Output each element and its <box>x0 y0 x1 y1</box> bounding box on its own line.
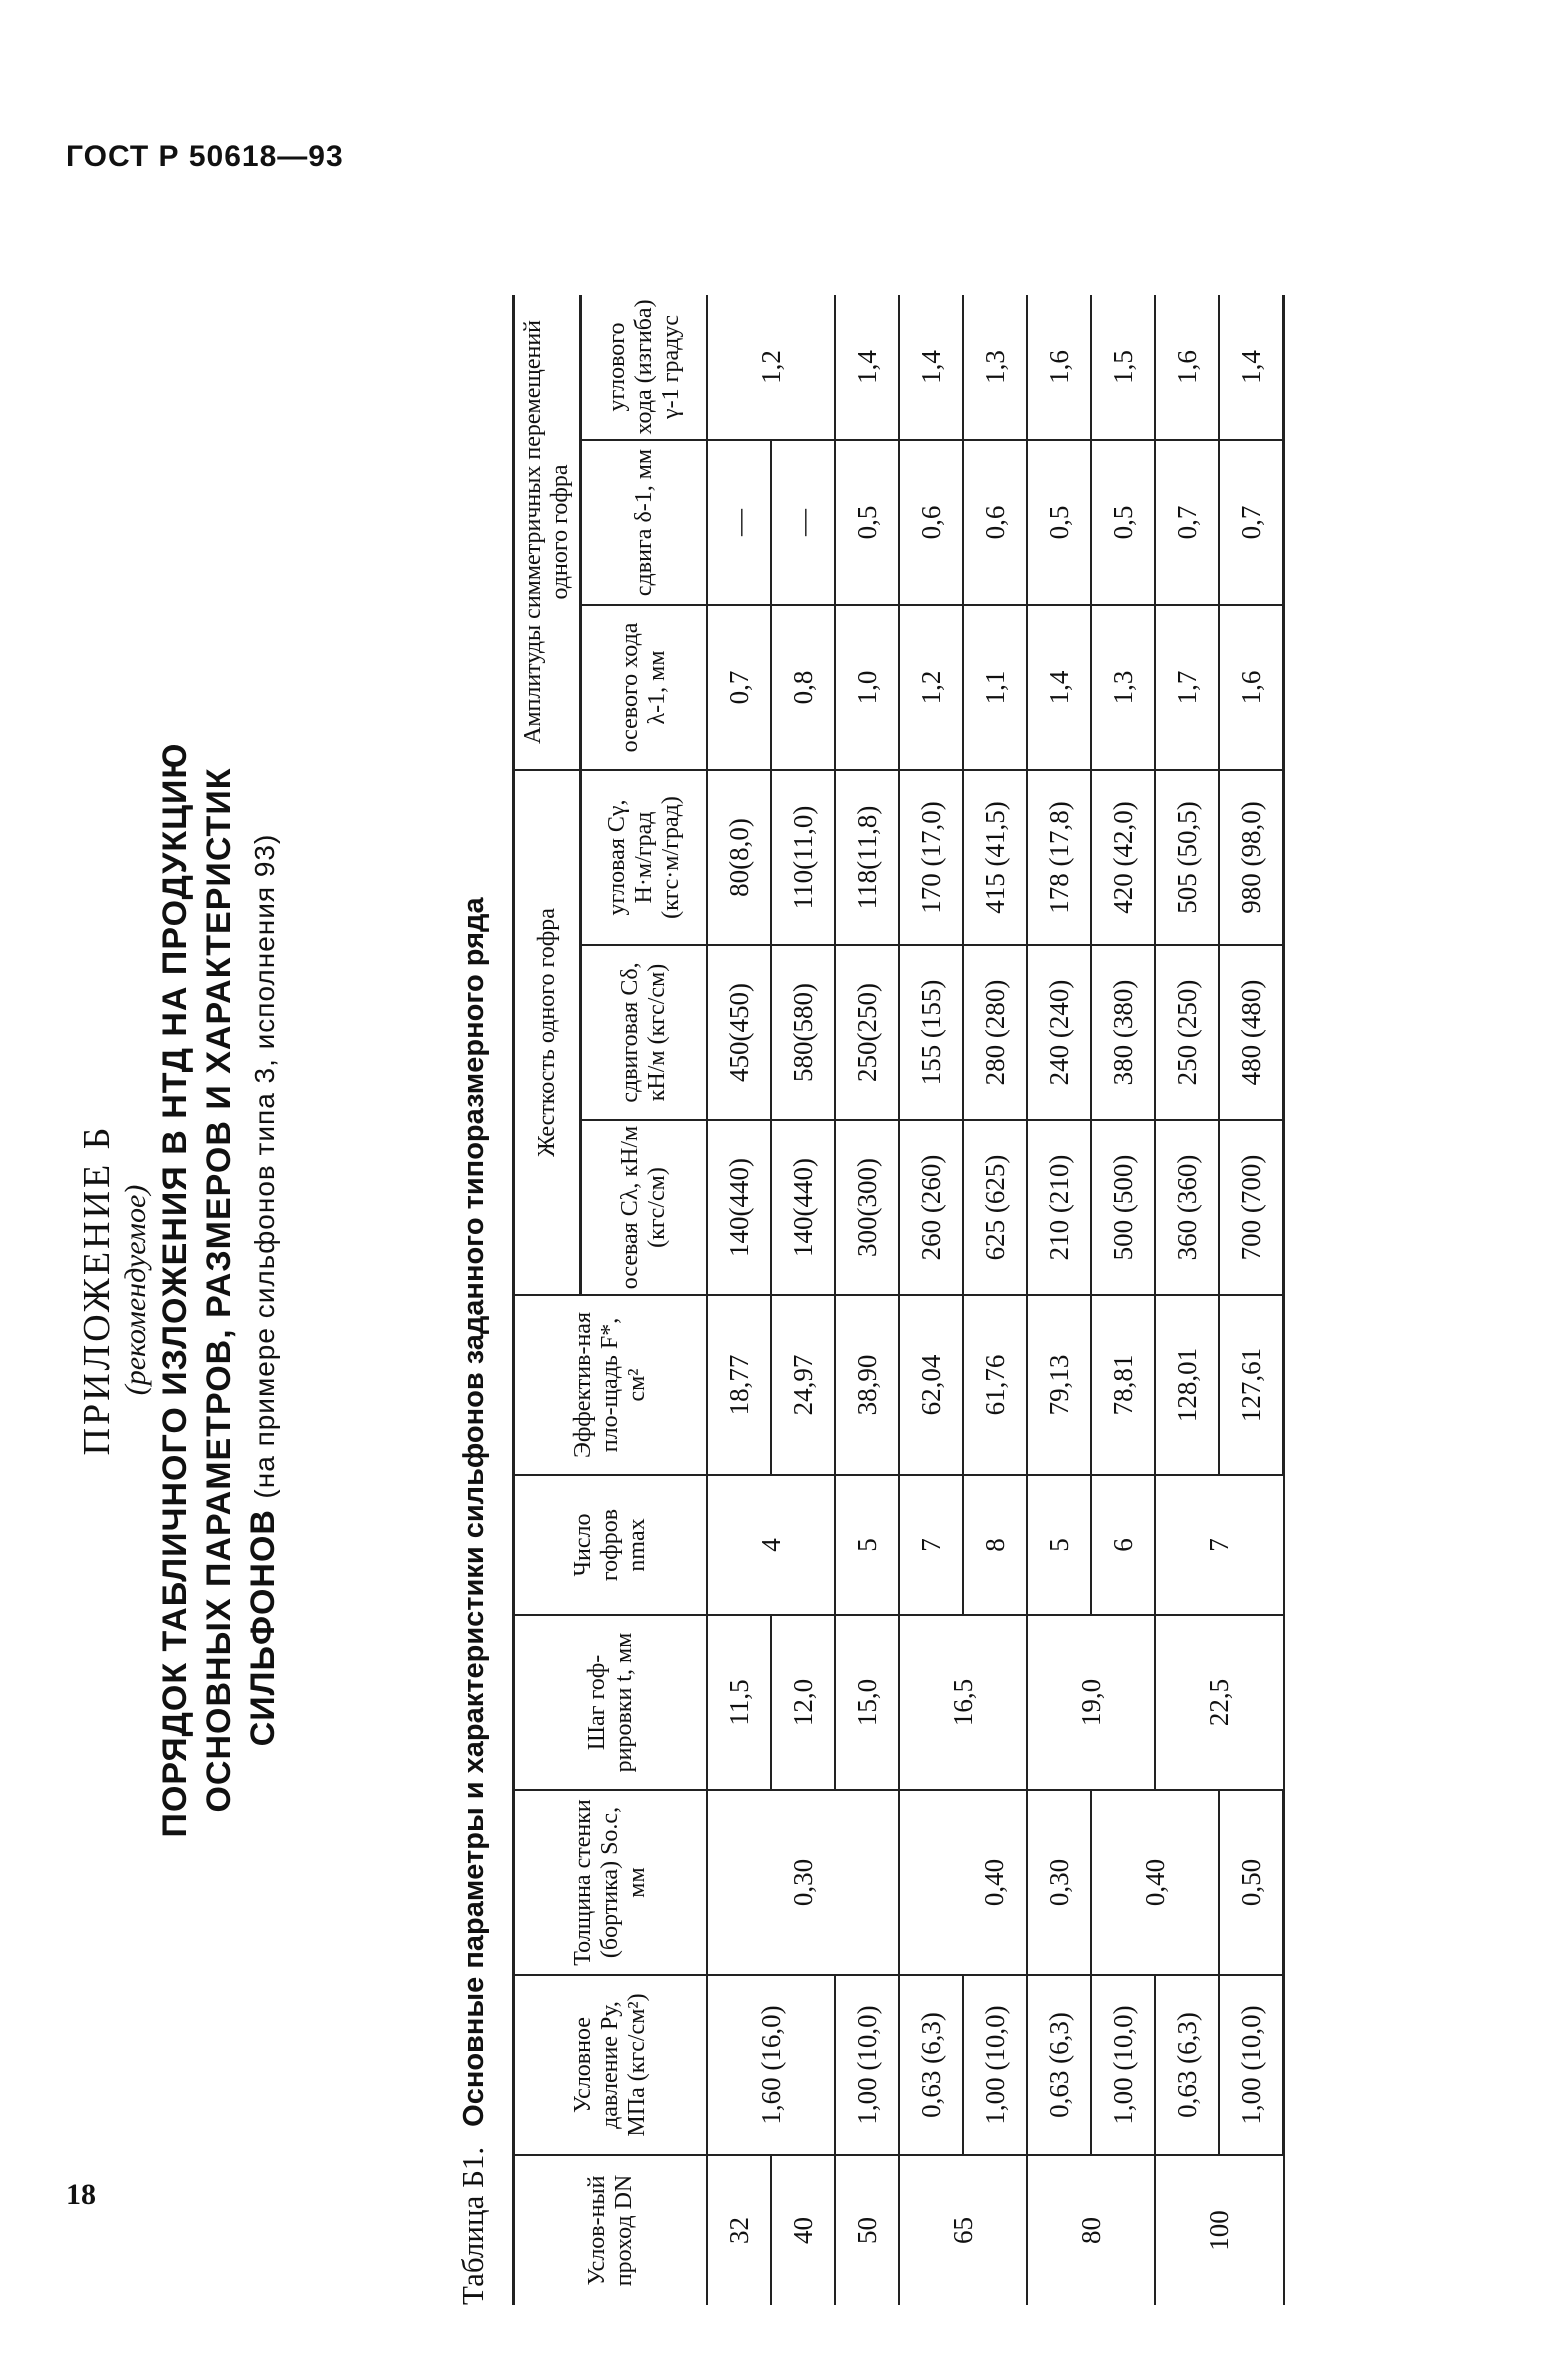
heading-line-1: ПОРЯДОК ТАБЛИЧНОГО ИЗЛОЖЕНИЯ В НТД НА ПРОДУКЦИЮ <box>156 742 194 1838</box>
cell-pitch: 12,0 <box>771 1615 835 1790</box>
cell-pitch: 16,5 <box>899 1615 1027 1790</box>
th-amp-shear: сдвига δ-1, мм <box>581 440 708 605</box>
th-pressure: Условное давление Pу, МПа (кгс/см²) <box>514 1975 708 2155</box>
cell-dn: 80 <box>1027 2155 1155 2305</box>
cell-amp-shear: 0,5 <box>835 440 899 605</box>
cell-amp-shear: 0,7 <box>1219 440 1284 605</box>
cell-stiff-axial: 625 (625) <box>963 1120 1027 1295</box>
cell-wall: 0,30 <box>707 1790 899 1975</box>
cell-stiff-axial: 500 (500) <box>1091 1120 1155 1295</box>
table-title: Основные параметры и характеристики сильфонов заданного типоразмерного ряда <box>458 897 490 2127</box>
cell-pitch: 11,5 <box>707 1615 771 1790</box>
cell-area: 78,81 <box>1091 1295 1155 1475</box>
table-label: Таблица Б1. <box>455 2146 490 2305</box>
cell-stiff-axial: 210 (210) <box>1027 1120 1091 1295</box>
cell-pitch: 22,5 <box>1155 1615 1284 1790</box>
cell-stiff-shear: 480 (480) <box>1219 945 1284 1120</box>
cell-dn: 100 <box>1155 2155 1284 2305</box>
cell-wall: 0,30 <box>1027 1790 1091 1975</box>
cell-stiff-shear: 155 (155) <box>899 945 963 1120</box>
cell-wall: 0,50 <box>1219 1790 1284 1975</box>
cell-area: 79,13 <box>1027 1295 1091 1475</box>
cell-amp-axial: 1,6 <box>1219 605 1284 770</box>
th-wall: Толщина стенки (бортика) Sо.с, мм <box>514 1790 708 1975</box>
table-row <box>1027 295 1091 2305</box>
cell-corrugations: 5 <box>1027 1475 1091 1615</box>
th-amp-angular: углового хода (изгиба) γ-1 градус <box>581 295 708 440</box>
cell-pressure: 0,63 (6,3) <box>1027 1975 1091 2155</box>
cell-wall <box>899 1790 963 1975</box>
cell-amp-axial: 0,7 <box>707 605 771 770</box>
th-pitch: Шаг гоф-рировки t, мм <box>514 1615 708 1790</box>
table-row <box>835 295 899 2305</box>
cell-area: 127,61 <box>1219 1295 1284 1475</box>
cell-amp-shear: 0,6 <box>899 440 963 605</box>
appendix-titles <box>75 260 287 2320</box>
cell-pitch: 15,0 <box>835 1615 899 1790</box>
table-row <box>899 295 963 2305</box>
th-amplitude-group: Амплитуды симметричных перемещений одного гофра <box>514 295 581 770</box>
cell-amp-shear: 0,6 <box>963 440 1027 605</box>
cell-stiff-shear: 250(250) <box>835 945 899 1120</box>
cell-pressure: 1,60 (16,0) <box>707 1975 835 2155</box>
heading-line-3 <box>241 260 287 2320</box>
cell-dn: 65 <box>899 2155 1027 2305</box>
table-row <box>963 295 1027 2305</box>
cell-pressure: 1,00 (10,0) <box>835 1975 899 2155</box>
cell-amp-shear: 0,7 <box>1155 440 1219 605</box>
table-row <box>1155 295 1219 2305</box>
cell-amp-axial: 0,8 <box>771 605 835 770</box>
th-corrugations: Число гофров nmax <box>514 1475 708 1615</box>
table-row <box>1219 295 1284 2305</box>
cell-amp-angular: 1,6 <box>1027 295 1091 440</box>
cell-stiff-angular: 980 (98,0) <box>1219 770 1284 945</box>
cell-stiff-angular: 118(11,8) <box>835 770 899 945</box>
cell-amp-axial: 1,3 <box>1091 605 1155 770</box>
cell-amp-axial: 1,7 <box>1155 605 1219 770</box>
cell-amp-shear: — <box>707 440 771 605</box>
cell-area: 38,90 <box>835 1295 899 1475</box>
cell-corrugations: 4 <box>707 1475 835 1615</box>
cell-stiff-axial: 300(300) <box>835 1120 899 1295</box>
cell-pressure: 1,00 (10,0) <box>1091 1975 1155 2155</box>
cell-stiff-shear: 250 (250) <box>1155 945 1219 1120</box>
cell-amp-angular: 1,3 <box>963 295 1027 440</box>
cell-amp-shear: 0,5 <box>1091 440 1155 605</box>
cell-pressure: 1,00 (10,0) <box>1219 1975 1284 2155</box>
cell-area: 61,76 <box>963 1295 1027 1475</box>
cell-wall: 0,40 <box>963 1790 1027 1975</box>
cell-corrugations: 7 <box>1155 1475 1284 1615</box>
cell-area: 24,97 <box>771 1295 835 1475</box>
cell-corrugations: 8 <box>963 1475 1027 1615</box>
th-area: Эффектив-ная пло-щадь F*, см² <box>514 1295 708 1475</box>
cell-stiff-angular: 505 (50,5) <box>1155 770 1219 945</box>
cell-amp-shear: — <box>771 440 835 605</box>
cell-pressure: 0,63 (6,3) <box>899 1975 963 2155</box>
cell-corrugations: 7 <box>899 1475 963 1615</box>
cell-dn: 32 <box>707 2155 771 2305</box>
cell-area: 128,01 <box>1155 1295 1219 1475</box>
heading-line-3-main: СИЛЬФОНОВ <box>244 1509 282 1747</box>
cell-stiff-shear: 280 (280) <box>963 945 1027 1120</box>
cell-dn: 40 <box>771 2155 835 2305</box>
cell-pitch: 19,0 <box>1027 1615 1155 1790</box>
cell-stiff-axial: 140(440) <box>771 1120 835 1295</box>
appendix-title: ПРИЛОЖЕНИЕ Б <box>76 1124 118 1456</box>
rotated-content <box>75 260 1335 2320</box>
cell-amp-axial: 1,0 <box>835 605 899 770</box>
cell-stiff-angular: 80(8,0) <box>707 770 771 945</box>
cell-amp-angular: 1,5 <box>1091 295 1155 440</box>
cell-amp-angular: 1,4 <box>835 295 899 440</box>
document-header: ГОСТ Р 50618—93 <box>66 140 344 173</box>
heading-line-3-note: (на примере сильфонов типа 3, исполнения 93) <box>249 833 280 1499</box>
cell-pressure: 1,00 (10,0) <box>963 1975 1027 2155</box>
table-row <box>707 295 771 2305</box>
table-caption <box>455 897 491 2305</box>
cell-amp-axial: 1,1 <box>963 605 1027 770</box>
cell-area: 62,04 <box>899 1295 963 1475</box>
cell-amp-angular: 1,2 <box>707 295 835 440</box>
cell-wall: 0,40 <box>1091 1790 1219 1975</box>
cell-stiff-axial: 260 (260) <box>899 1120 963 1295</box>
cell-amp-angular: 1,6 <box>1155 295 1219 440</box>
cell-stiff-axial: 140(440) <box>707 1120 771 1295</box>
cell-pressure: 0,63 (6,3) <box>1155 1975 1219 2155</box>
cell-stiff-angular: 170 (17,0) <box>899 770 963 945</box>
th-dn: Услов-ный проход DN <box>514 2155 708 2305</box>
cell-stiff-shear: 380 (380) <box>1091 945 1155 1120</box>
appendix-status: (рекомендуемое) <box>119 1184 152 1396</box>
cell-corrugations: 6 <box>1091 1475 1155 1615</box>
parameters-table <box>512 295 1285 2305</box>
cell-amp-axial: 1,2 <box>899 605 963 770</box>
th-stiff-shear: сдвиговая Cδ, кН/м (кгс/см) <box>581 945 708 1120</box>
th-amp-axial: осевого хода λ-1, мм <box>581 605 708 770</box>
cell-stiff-shear: 240 (240) <box>1027 945 1091 1120</box>
cell-stiff-angular: 178 (17,8) <box>1027 770 1091 945</box>
cell-amp-shear: 0,5 <box>1027 440 1091 605</box>
cell-stiff-angular: 420 (42,0) <box>1091 770 1155 945</box>
cell-amp-angular: 1,4 <box>1219 295 1284 440</box>
cell-stiff-axial: 700 (700) <box>1219 1120 1284 1295</box>
cell-stiff-axial: 360 (360) <box>1155 1120 1219 1295</box>
page-number: 18 <box>66 2178 96 2211</box>
heading-line-2: ОСНОВНЫХ ПАРАМЕТРОВ, РАЗМЕРОВ И ХАРАКТЕРИСТИК <box>200 767 238 1813</box>
cell-stiff-angular: 415 (41,5) <box>963 770 1027 945</box>
th-stiffness-group: Жесткость одного гофра <box>514 770 581 1295</box>
cell-area: 18,77 <box>707 1295 771 1475</box>
table-row <box>1091 295 1155 2305</box>
cell-dn: 50 <box>835 2155 899 2305</box>
cell-amp-axial: 1,4 <box>1027 605 1091 770</box>
cell-amp-angular: 1,4 <box>899 295 963 440</box>
th-stiff-angular: угловая Cγ, Н·м/град (кгс·м/град) <box>581 770 708 945</box>
cell-stiff-shear: 580(580) <box>771 945 835 1120</box>
cell-stiff-angular: 110(11,0) <box>771 770 835 945</box>
cell-corrugations: 5 <box>835 1475 899 1615</box>
cell-stiff-shear: 450(450) <box>707 945 771 1120</box>
th-stiff-axial: осевая Cλ, кН/м (кгс/см) <box>581 1120 708 1295</box>
